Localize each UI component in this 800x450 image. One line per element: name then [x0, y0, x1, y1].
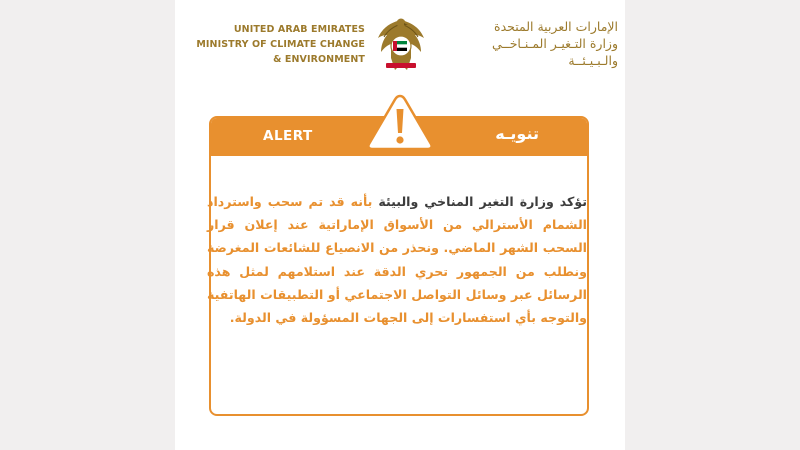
country-name-ar: الإمارات العربية المتحدة [494, 19, 618, 34]
uae-falcon-emblem-icon [375, 14, 427, 74]
alert-message-body: بأنه قد تم سحب واسترداد الشمام الأسترالي من الأسواق الإماراتية عند إعلان قرار السحب الشهر الماضي. ونحذر من الانصياع للشائعات المغرضة ونطلب من الجمهور تحري الدقة عند استلامهم لمثل هذه الرسائل عبر وسائل التواصل الاجتماعي أو التطبيقات الهاتفية والتوجه بأي استفسارات إلى الجهات المسؤولة في الدولة. [207, 194, 587, 326]
alert-title-arabic: تنويـه [495, 124, 539, 143]
warning-exclamation-icon [365, 92, 435, 154]
ministry-name-en-line1: MINISTRY OF CLIMATE CHANGE [196, 39, 365, 50]
alert-poster [175, 0, 625, 450]
ministry-name-arabic [428, 18, 618, 69]
country-name-en: UNITED ARAB EMIRATES [233, 24, 365, 35]
alert-title-english: ALERT [263, 128, 313, 144]
ministry-name-ar-line2: والـبـيـئــة [568, 53, 618, 68]
alert-message [207, 190, 587, 329]
ministry-name-ar-line1: وزارة التـغيـر المـنـاخــي [491, 36, 618, 51]
alert-message-highlight: تؤكد وزارة التغير المناخي والبيئة [378, 194, 587, 209]
ministry-name-en-line2: & ENVIRONMENT [273, 54, 365, 65]
ministry-name-english [195, 22, 365, 67]
